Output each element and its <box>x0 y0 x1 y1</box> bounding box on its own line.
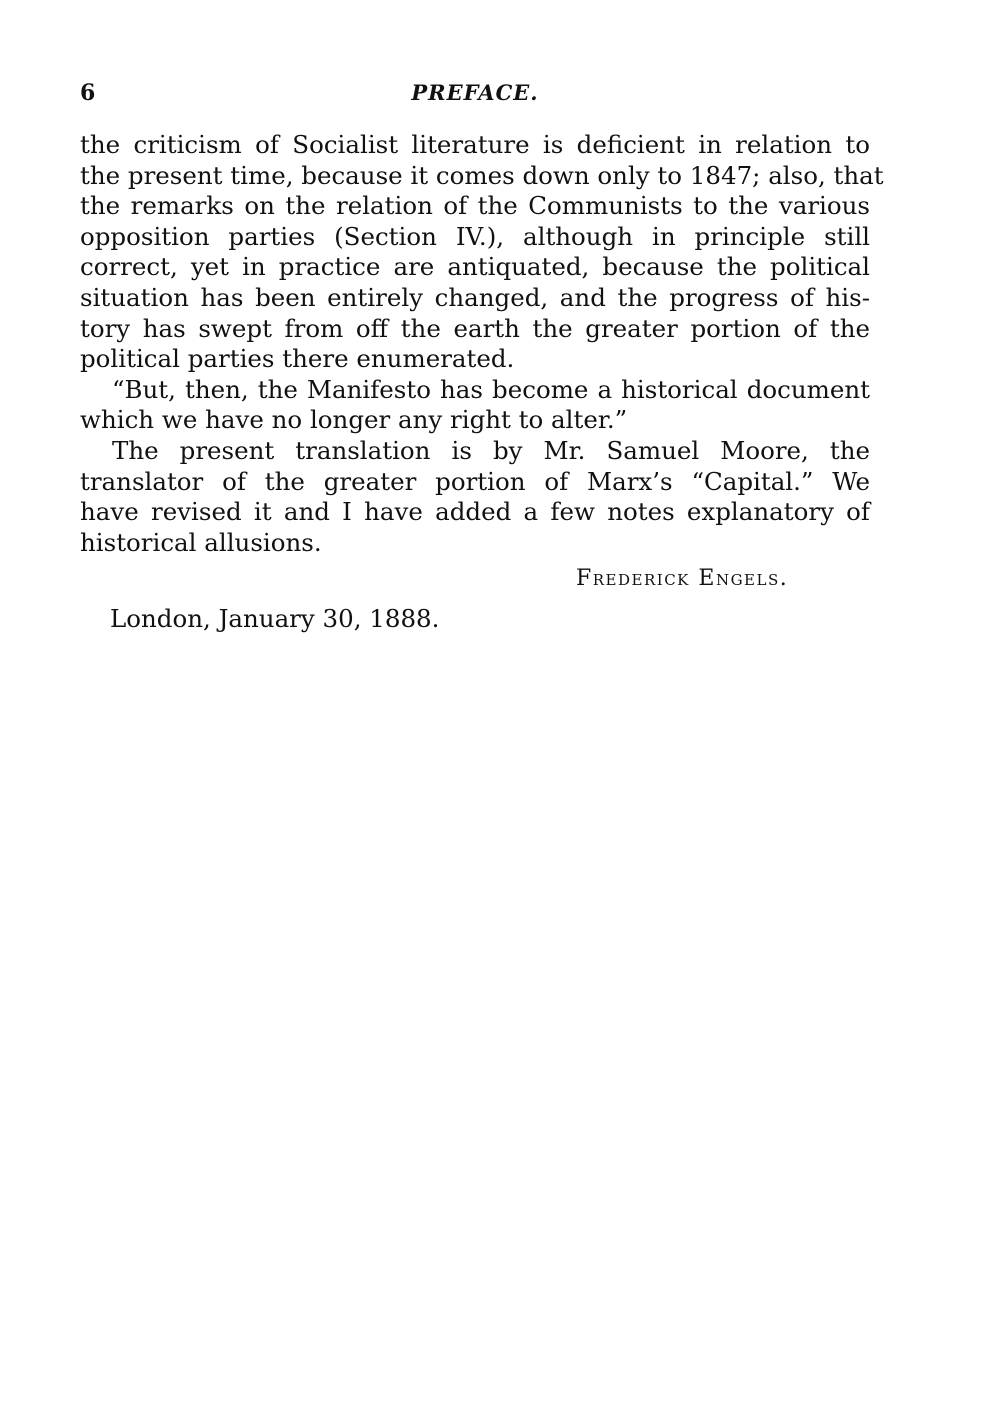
text-line: the remarks on the relation of the Communists to the various <box>80 191 870 221</box>
page-number: 6 <box>80 80 96 106</box>
text-line: tory has swept from off the earth the greater portion of the <box>80 313 870 343</box>
paragraph-criticism <box>80 130 884 375</box>
text-line: correct, yet in practice are antiquated, because the political <box>80 252 870 282</box>
dateline: London, January 30, 1888. <box>110 604 440 633</box>
paragraph-translation <box>80 436 870 558</box>
text-line: translator of the greater portion of Marx’s “Capital.” We <box>80 466 870 496</box>
text-line: The present translation is by Mr. Samuel Moore, the <box>112 435 870 465</box>
body-text <box>80 130 884 558</box>
running-title: PREFACE. <box>411 80 539 105</box>
text-line: situation has been entirely changed, and the progress of his- <box>80 282 870 312</box>
text-line: political parties there enumerated. <box>80 344 515 374</box>
text-line: “But, then, the Manifesto has become a historical document <box>112 374 870 404</box>
text-line: the criticism of Socialist literature is deficient in relation to <box>80 130 870 159</box>
paragraph-manifesto <box>80 375 870 436</box>
text-line: historical allusions. <box>80 527 322 557</box>
text-line: opposition parties (Section IV.), although in principle still <box>80 221 870 251</box>
text-line: which we have no longer any right to alter.” <box>80 405 628 435</box>
text-line: have revised it and I have added a few notes explanatory of <box>80 497 870 527</box>
running-head <box>80 80 870 110</box>
text-line: the present time, because it comes down only to 1847; also, that <box>80 160 884 190</box>
signature: Frederick Engels. <box>576 566 789 591</box>
